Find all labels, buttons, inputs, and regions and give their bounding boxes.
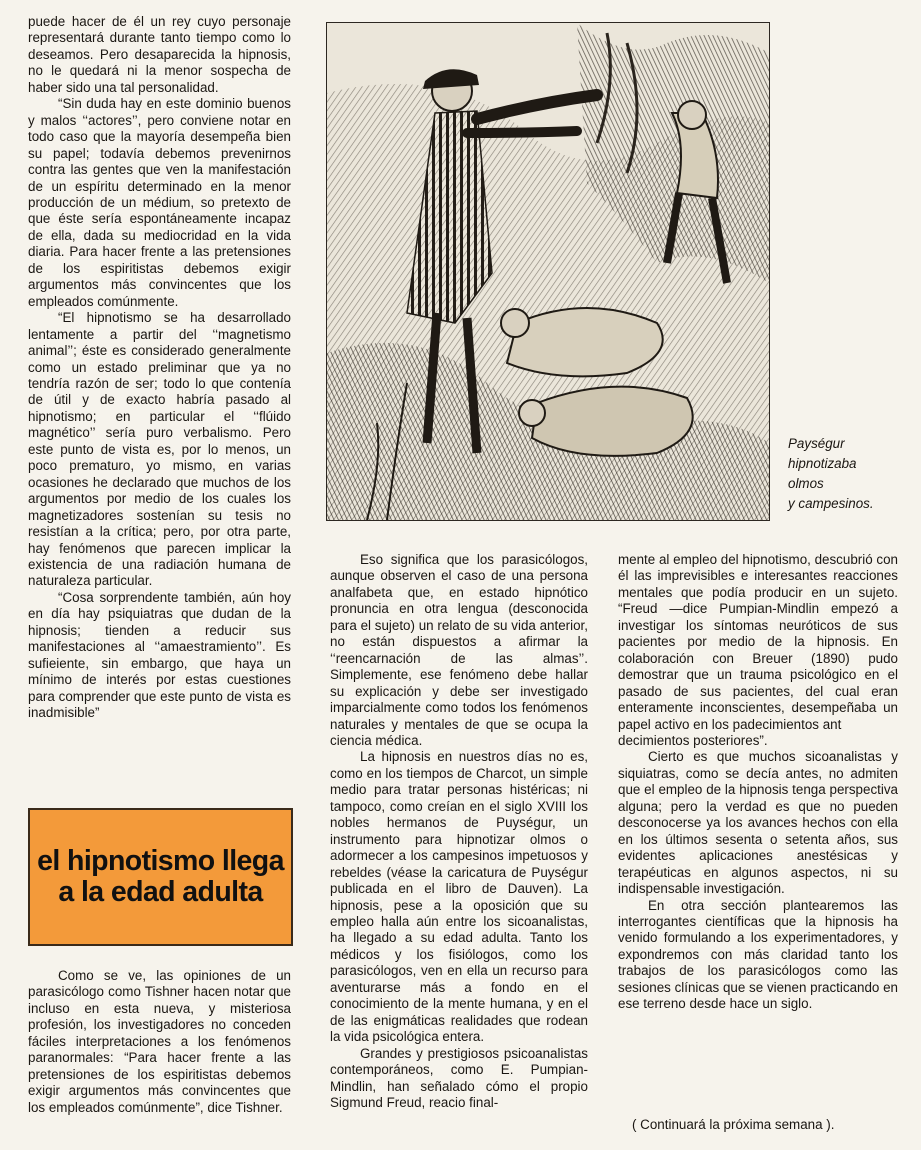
caption-line-4: y campesinos. [788, 496, 874, 511]
paragraph: “Cosa sorprendente también, aún hoy en día hay psiquiatras que dudan de la hipnosis; tienden a reducir sus manifestaciones al ‘‘amaestramiento’’. Es sufieiente, sin embargo, que haya un mínimo de interés por estas cuestiones para comprender que este punto de vista es inadmisible” [28, 589, 291, 721]
article-column-1 [28, 14, 291, 721]
article-column-1-lower [28, 968, 291, 1116]
paragraph: puede hacer de él un rey cuyo personaje representará durante tanto tiempo como lo deseamos. Pero desaparecida la hipnosis, no le quedará ni la menor sospecha de haber sido una tal personalidad. [28, 14, 291, 95]
paragraph: “El hipnotismo se ha desarrollado lentamente a partir del ‘‘magnetismo animal’’; éste es considerado generalmente como un estado preliminar que ya no tendría razón de ser; todo lo que contenía de útil y de exacto habría pasado al hipnotismo; en particular el ‘‘flúido magnético’’ sería puro verbalismo. Pero este punto de vista es, por lo menos, un poco prematuro, yo mismo, en varias ocasiones he declarado que muchos de los argumentos por medio de los cuales los magnetizadores sostenían su tesis no resistían a la crítica; pero, por otra parte, hay fenómenos que parecen implicar la existencia de una radiación humana de naturaleza particular. [28, 310, 291, 589]
headline-line-1: el hipnotismo llega [37, 845, 284, 877]
paragraph: En otra sección plantearemos las interrogantes científicas que la hipnosis ha venido formulando a los experimentadores, y expondremos con más claridad tanto los trabajos de los parasicólogos como las sesiones clínicas que se vienen practicando en ese terreno desde hace un siglo. [618, 897, 898, 1012]
paragraph: Cierto es que muchos sicoanalistas y siquiatras, como se decía antes, no admiten que el empleo de la hipnosis tenga perspectiva alguna; pero la verdad es que no pueden desconocerse ya los avances hechos con ella en los últimos sesenta o setenta años, sus evidentes aplicaciones anestésicas y terapéuticas en algunos aspectos, ni su indispensable investigación. [618, 749, 898, 897]
continued-note: ( Continuará la próxima semana ). [632, 1117, 835, 1132]
section-headline [37, 846, 284, 908]
headline-line-2: a la edad adulta [58, 876, 263, 908]
illustration-caption [788, 434, 898, 514]
paragraph: Grandes y prestigiosos psicoanalistas contemporáneos, como E. Pumpian-Mindlin, han señalado cómo el propio Sigmund Freud, reacio final- [330, 1045, 588, 1110]
paragraph: Como se ve, las opiniones de un parasicólogo como Tishner hacen notar que incluso en esta nueva, y misteriosa profesión, los investigadores no conceden fáciles interpretaciones a los fenómenos paranormales: “Para hacer frente a las pretensiones de los espiritistas debemos exigir argumentos más convincentes que los empleados comúnmente”, dice Tishner. [28, 968, 291, 1115]
paragraph: mente al empleo del hipnotismo, descubrió con él las imprevisibles e interesantes reacciones mentales que podía producir en un sujeto. “Freud —dice Pumpian-Mindlin empezó a investigar los síntomas neuróticos de sus pacientes por medio de la hipnosis. En colaboración con Breuer (1890) pudo demostrar que un trauma psicológico en el pasado de sus pacientes, del cual eran enteramente inconscientes, desempeñaba un papel activo en los padecimientos ant [618, 552, 898, 732]
section-headline-box [28, 808, 293, 946]
paragraph: “Sin duda hay en este dominio buenos y malos ‘‘actores’’, pero conviene notar en todo caso que la mayoría desempeña bien su papel; todavía debemos prevenirnos contra las gentes que ven la manifestación de un espíritu determinado en la menor producción de un médium, so pretexto de que éste sería espontáneamente incapaz de ella, dada su mediocridad en la vida diaria. Para hacer frente a las pretensiones de los espiritistas debemos exigir argumentos más convincentes que los empleados comúnmente. [28, 96, 291, 309]
caption-line-3: olmos [788, 476, 824, 491]
caption-line-2: hipnotizaba [788, 456, 857, 471]
article-column-2 [330, 552, 588, 1111]
paragraph: Eso significa que los parasicólogos, aunque observen el caso de una persona analfabeta que, en estado hipnótico pronuncia en otra lengua (desconocida para el sujeto) un relato de su vida anterior, no están dispuestos a afirmar la ‘‘reencarnación de las almas’’. Simplemente, ese fenómeno debe hallar su explicación y debe ser investigado imparcialmente como todos los fenómenos naturales y mentales de que se ocupa la ciencia médica. [330, 552, 588, 748]
puysegur-illustration [326, 22, 770, 521]
paragraph: La hipnosis en nuestros días no es, como en los tiempos de Charcot, un simple medio para tratar personas histéricas; ni tampoco, como creían en el siglo XVIII los nobles hermanos de Puységur, un instrumento para hipnotizar olmos o adormecer a los campesinos impetuosos y rebeldes (véase la caricatura de Puységur publicada en el libro de Dauven). La hipnosis, pese a la oposición que su empleo halla aún entre los sicoanalistas, ha llegado a su edad adulta. Tanto los médicos y los fisiólogos, como los parasicólogos, ven en ella un recurso para aventurarse más a fondo en el conocimiento de la mente humana, y en el de las enigmáticas realidades que rodean la vida psicológica entera. [330, 749, 588, 1045]
article-column-3 [618, 552, 898, 1013]
caption-line-1: Paységur [788, 436, 845, 451]
paragraph: decimientos posteriores”. [618, 732, 768, 748]
engraving-image [327, 23, 769, 520]
